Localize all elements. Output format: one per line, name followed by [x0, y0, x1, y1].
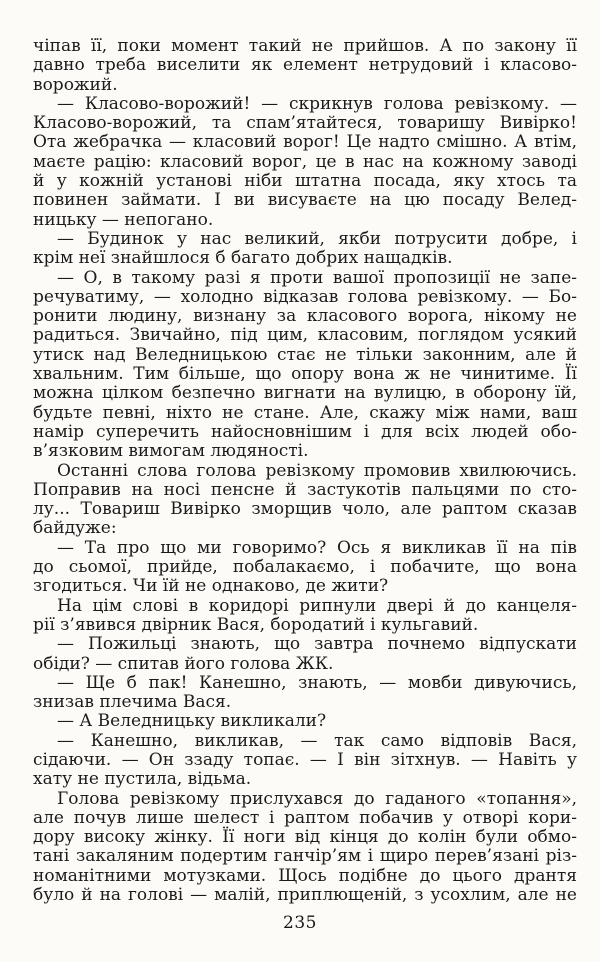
text-line: Ота жебрачка — класовий ворог! Це надто смішно. А втім, — [33, 132, 577, 153]
text-line: ронити людину, визнану за класового ворога, нікому не — [33, 306, 577, 327]
text-line: номанітними мотузками. Щось подібне до цього дрантя — [33, 865, 577, 886]
text-line: Останні слова голова ревізкому промовив хвилюючись. — [57, 460, 577, 481]
text-line: — Канешно, викликав, — так само відповів Вася, — [57, 730, 577, 751]
text-line: — Та про що ми говоримо? Ось я викликав її на пів — [57, 537, 577, 558]
text-line: було й на голові — малій, приплющеній, з усохлим, але не — [33, 885, 577, 906]
text-line: й у кожній установі ніби штатна посада, яку хтось та — [33, 171, 577, 192]
text-line: радиться. Звичайно, під цим, класовим, поглядом усякий — [33, 325, 577, 346]
text-line: дору високу жінку. Її ноги від кінця до колін були обмо- — [33, 827, 577, 848]
text-line: хату не пустила, відьма. — [33, 769, 252, 790]
text-line: — Пожильці знають, що завтра почнемо відпускати — [57, 634, 577, 655]
text-line: — Ще б пак! Канешно, знають, — мовби дивуючись, — [57, 672, 577, 693]
text-line: — Будинок у нас великий, якби потрусити добре, і — [57, 228, 577, 249]
text-line: хвальним. Тим більше, що опору вона ж не чинитиме. Її — [33, 364, 577, 385]
page-text — [33, 37, 577, 905]
text-line: маєте рацію: класовий ворог, це в нас на кожному заводі — [33, 151, 577, 172]
text-line: тані закаляним подертим ганчір’ям і щиро перев’язані різ- — [33, 846, 577, 867]
text-line: сідаючи. — Он ззаду топає. — І він зітхнув. — Навіть у — [33, 749, 577, 770]
text-line: знизав плечима Вася. — [33, 692, 232, 713]
text-line: ворожий. — [33, 74, 118, 95]
text-line: Голова ревізкому прислухався до гаданого «топання», — [57, 788, 577, 809]
page-number: 235 — [283, 913, 317, 933]
text-line: можна цілком безпечно вигнати на вулицю, в оборону їй, — [33, 383, 577, 404]
text-line: Класово-ворожий, та спам’ятайтеся, товаришу Вивірко! — [33, 113, 577, 134]
text-line: будьте певні, ніхто не стане. Але, скажу між нами, ваш — [33, 402, 577, 423]
text-line: повинен займати. І ви висуваєте на цю посаду Велед- — [33, 190, 577, 211]
text-line: На цім слові в коридорі рипнули двері й до канцеля- — [57, 595, 577, 616]
text-line: лу... Товариш Вивірко зморщив чоло, але раптом сказав — [33, 499, 577, 520]
text-line: в’язковим вимогам людяності. — [33, 441, 309, 462]
text-line: — Класово-ворожий! — скрикнув голова ревізкому. — — [57, 93, 577, 114]
text-line: байдуже: — [33, 518, 117, 539]
text-line: утиск над Веледницькою стає не тільки законним, але й — [33, 344, 577, 365]
text-line: але почув лише шелест і раптом побачив у отворі кори- — [33, 807, 577, 828]
text-line: рії з’явився двірник Вася, бородатий і кульгавий. — [33, 614, 479, 635]
text-line: речуватиму, — холодно відказав голова ревізкому. — Бо- — [33, 286, 577, 307]
text-line: крім неї знайшлося б багато добрих нащадків. — [33, 248, 453, 269]
text-line: чіпав її, поки момент такий не прийшов. А по закону її — [33, 36, 577, 56]
text-line: обіди? — спитав його голова ЖК. — [33, 653, 334, 674]
text-line: ницьку — непогано. — [33, 209, 214, 230]
text-line: згодиться. Чи їй не однаково, де жити? — [33, 576, 389, 597]
text-line: до сьомої, прийде, побалакаємо, і побачите, що вона — [33, 557, 577, 578]
text-line: — А Веледницьку викликали? — [57, 711, 327, 732]
text-line: Поправив на носі пенсне й застукотів пальцями по сто- — [33, 479, 577, 500]
text-line: — О, в такому разі я проти вашої пропозиції не запе- — [57, 267, 577, 288]
text-line: давно треба виселити як елемент нетрудовий і класово- — [33, 55, 577, 76]
text-line: намір суперечить найосновнішим і для всіх людей обо- — [33, 421, 577, 442]
